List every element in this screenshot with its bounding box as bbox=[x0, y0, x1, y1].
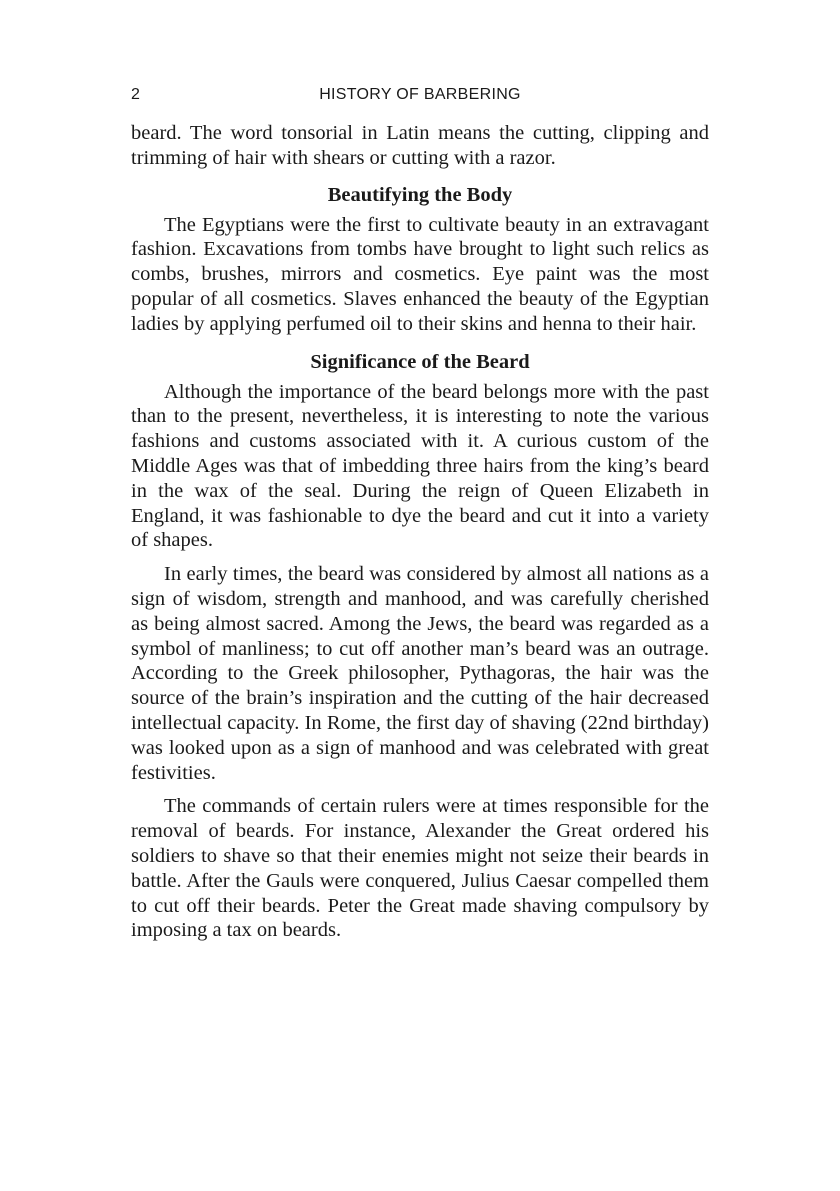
paragraph-egyptians: The Egyptians were the first to cultivate beauty in an extravagant fashion. Excavations from tombs have brought to light such relics as combs, brushes, mirrors and cosmetics. Eye paint was the most popular of all cosmetics. Slaves enhanced the beauty of the Egyptian ladies by applying perfumed oil to their skins and henna to their hair. bbox=[131, 213, 709, 335]
paragraph-early-times: In early times, the beard was considered by almost all nations as a sign of wisdom, strength and manhood, and was carefully cherished as being almost sacred. Among the Jews, the beard was regarded as a symbol of manliness; to cut off another man’s beard was an outrage. According to the Greek philosopher, Pythagoras, the hair was the source of the brain’s inspiration and the cutting of the hair decreased intellectual capacity. In Rome, the first day of shaving (22nd birthday) was looked upon as a sign of manhood and was celebrated with great festivities. bbox=[131, 563, 709, 784]
book-page bbox=[131, 80, 709, 943]
paragraph-rulers: The commands of certain rulers were at times responsible for the removal of beards. For instance, Alexander the Great ordered his soldiers to shave so that their enemies might not seize their beards in battle. After the Gauls were conquered, Julius Caesar compelled them to cut off their beards. Peter the Great made shaving compulsory by imposing a tax on beards. bbox=[131, 795, 709, 942]
paragraph-beard-importance: Although the importance of the beard belongs more with the past than to the present, nevertheless, it is interesting to note the various fashions and customs associated with it. A curious custom of the Middle Ages was that of imbedding three hairs from the king’s beard in the wax of the seal. During the reign of Queen Elizabeth in England, it was fashionable to dye the beard and cut it into a variety of shapes. bbox=[131, 380, 709, 552]
section-heading-beautifying: Beautifying the Body bbox=[327, 183, 513, 206]
section-heading-beard: Significance of the Beard bbox=[310, 350, 530, 373]
page-number: 2 bbox=[131, 86, 141, 103]
running-head bbox=[131, 80, 709, 112]
paragraph-continued: beard. The word tonsorial in Latin means the cutting, clipping and trimming of hair with shears or cutting with a razor. bbox=[131, 122, 709, 169]
running-title: HISTORY OF BARBERING bbox=[319, 86, 521, 103]
